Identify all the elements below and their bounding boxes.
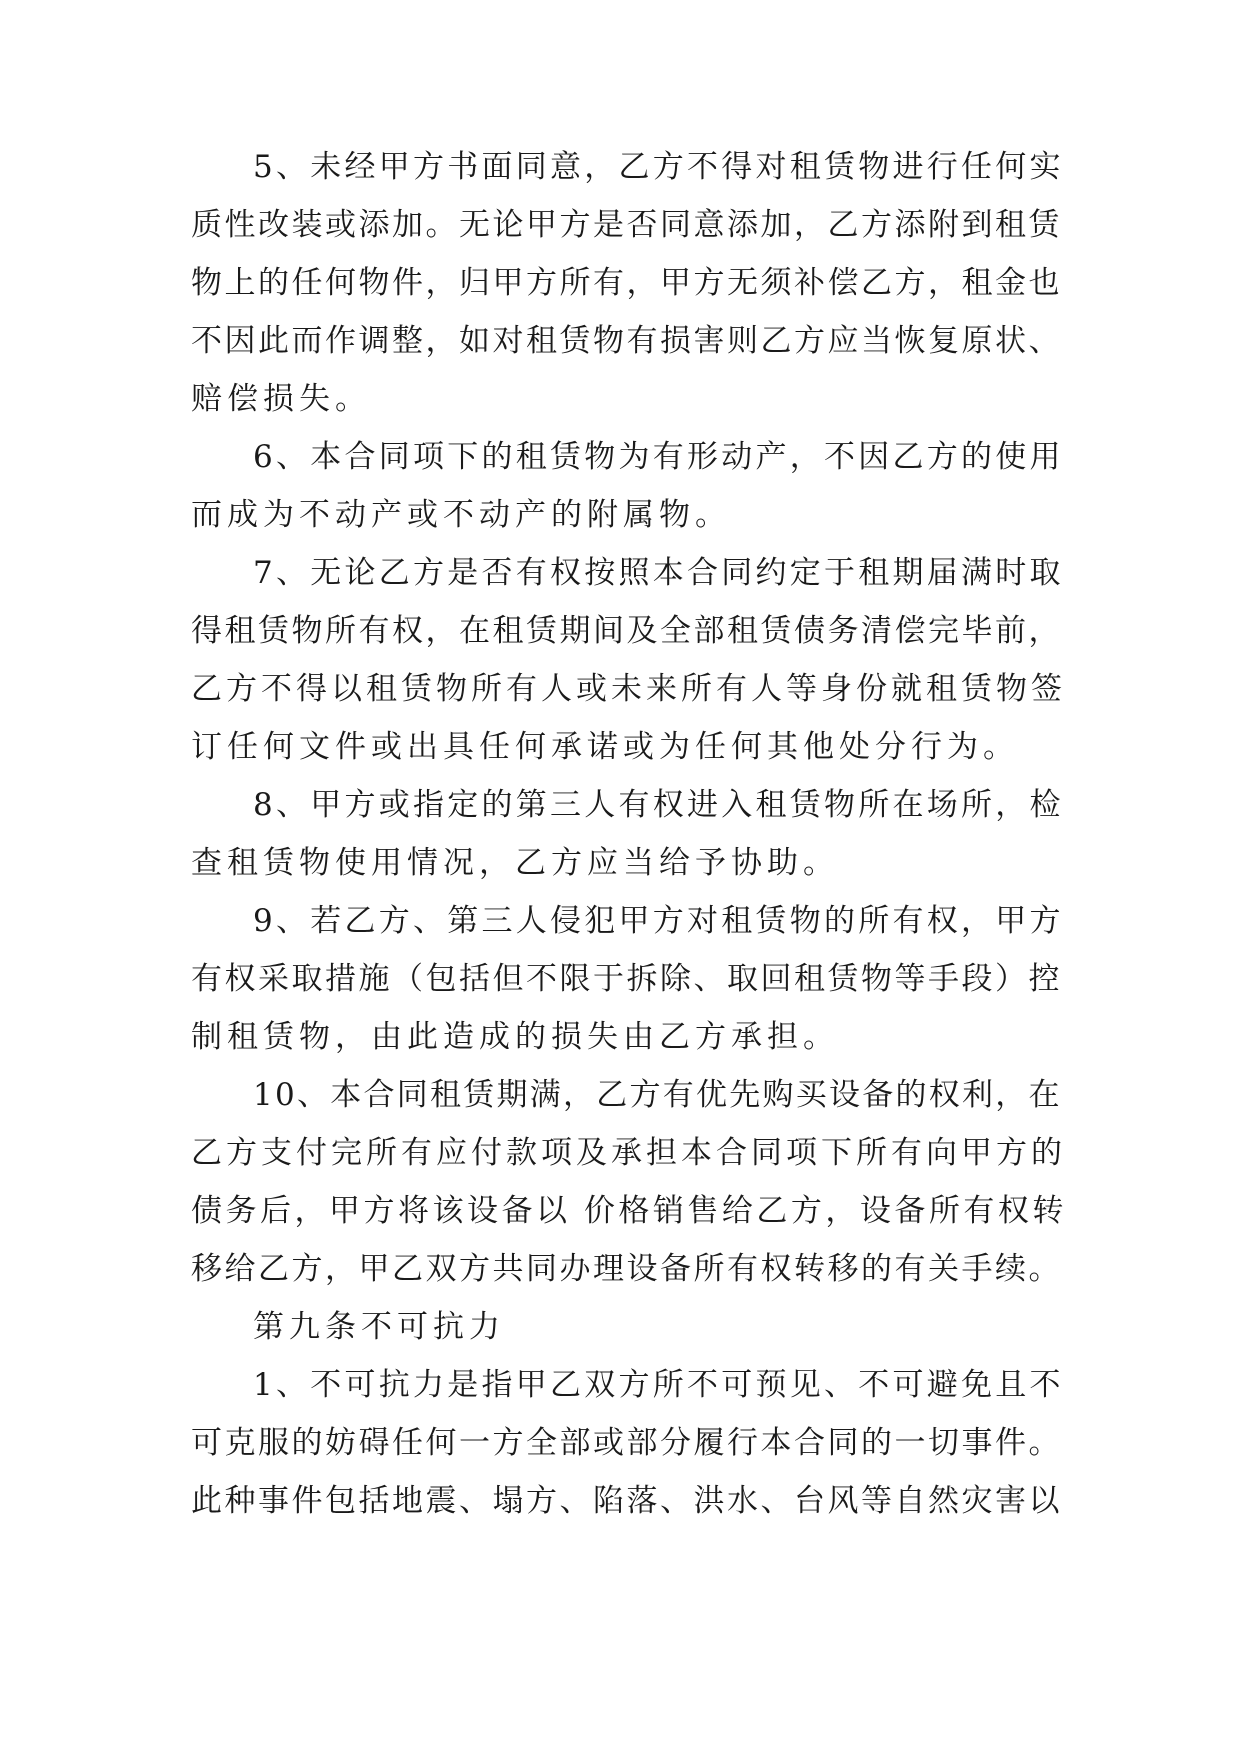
text-line: 债务后，甲方将该设备以 价格销售给乙方，设备所有权转	[191, 1193, 1067, 1229]
text-line: 乙方不得以租赁物所有人或未来所有人等身份就租赁物签	[191, 671, 1066, 707]
text-line: 5、未经甲方书面同意，乙方不得对租赁物进行任何实	[253, 149, 1064, 185]
text-line: 可克服的妨碍任何一方全部或部分履行本合同的一切事件。	[191, 1425, 1062, 1461]
text-line: 9、若乙方、第三人侵犯甲方对租赁物的所有权，甲方	[253, 903, 1064, 939]
text-line: 订任何文件或出具任何承诺或为任何其他处分行为。	[191, 729, 1019, 765]
text-line: 制租赁物，由此造成的损失由乙方承担。	[191, 1019, 839, 1055]
text-line: 物上的任何物件，归甲方所有，甲方无须补偿乙方，租金也	[191, 265, 1062, 301]
text-line: 乙方支付完所有应付款项及承担本合同项下所有向甲方的	[191, 1135, 1066, 1171]
text-line: 8、甲方或指定的第三人有权进入租赁物所在场所，检	[253, 787, 1064, 823]
text-line: 10、本合同租赁期满，乙方有优先购买设备的权利，在	[253, 1077, 1062, 1113]
text-line: 查租赁物使用情况，乙方应当给予协助。	[191, 845, 839, 881]
text-line: 赔偿损失。	[191, 381, 371, 417]
text-line: 7、无论乙方是否有权按照本合同约定于租期届满时取	[253, 555, 1064, 591]
text-line: 移给乙方，甲乙双方共同办理设备所有权转移的有关手续。	[191, 1251, 1062, 1287]
text-line: 第九条不可抗力	[253, 1309, 505, 1345]
text-line: 得租赁物所有权，在租赁期间及全部租赁债务清偿完毕前，	[191, 613, 1062, 649]
text-line: 不因此而作调整，如对租赁物有损害则乙方应当恢复原状、	[191, 323, 1062, 359]
text-line: 6、本合同项下的租赁物为有形动产，不因乙方的使用	[253, 439, 1064, 475]
text-line: 而成为不动产或不动产的附属物。	[191, 497, 731, 533]
text-line: 1、不可抗力是指甲乙双方所不可预见、不可避免且不	[253, 1367, 1064, 1403]
text-line: 此种事件包括地震、塌方、陷落、洪水、台风等自然灾害以	[191, 1483, 1062, 1519]
document-body	[191, 138, 1067, 1530]
text-line: 质性改装或添加。无论甲方是否同意添加，乙方添附到租赁	[191, 207, 1062, 243]
text-line: 有权采取措施（包括但不限于拆除、取回租赁物等手段）控	[191, 961, 1062, 997]
